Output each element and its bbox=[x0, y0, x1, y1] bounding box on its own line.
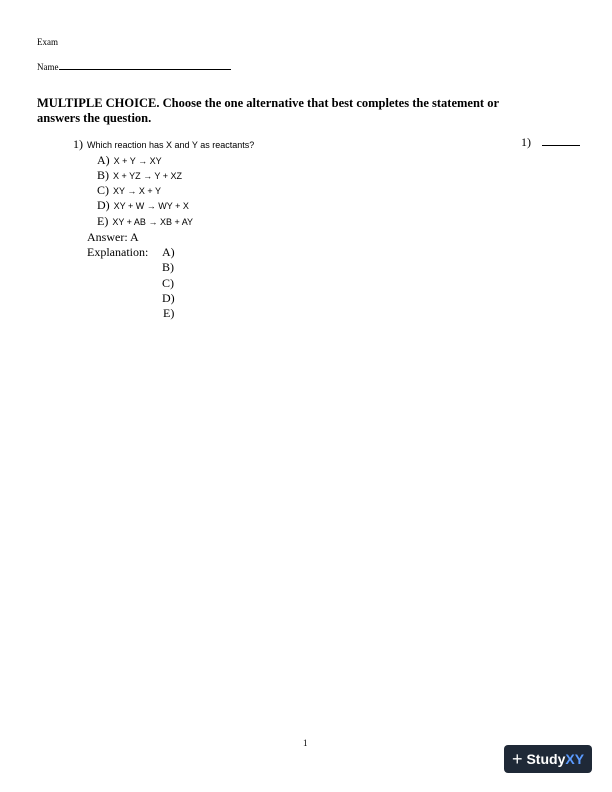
explanation-item: E) bbox=[163, 306, 175, 320]
explanation-item: C) bbox=[162, 276, 174, 290]
option-text: X + Y → XY bbox=[113, 156, 162, 166]
answer-value: A bbox=[130, 230, 139, 244]
option-letter: A) bbox=[97, 153, 110, 167]
option-text: XY + AB → XB + AY bbox=[112, 217, 194, 227]
explanation-item: A) bbox=[162, 245, 175, 259]
studyxy-badge[interactable] bbox=[504, 745, 592, 773]
option-letter: B) bbox=[97, 168, 109, 182]
explanation-item: B) bbox=[162, 260, 174, 274]
brand-main: Study bbox=[526, 751, 566, 767]
brand-accent: XY bbox=[565, 751, 585, 767]
brand-text bbox=[526, 751, 584, 767]
answer-blank-line[interactable] bbox=[542, 135, 580, 146]
option-text: X + YZ → Y + XZ bbox=[113, 171, 183, 181]
margin-answer-slot bbox=[521, 135, 580, 150]
answer-row bbox=[87, 230, 139, 245]
question-text: Which reaction has X and Y as reactants? bbox=[87, 140, 255, 150]
exam-label: Exam bbox=[37, 37, 58, 47]
option-text: XY + W → WY + X bbox=[113, 201, 189, 211]
answer-label: Answer: bbox=[87, 230, 128, 244]
option-letter: D) bbox=[97, 198, 110, 212]
question-number: 1) bbox=[73, 137, 83, 151]
option-letter: C) bbox=[97, 183, 109, 197]
explanation-label: Explanation: bbox=[87, 245, 149, 259]
name-label: Name bbox=[37, 62, 59, 72]
name-row bbox=[37, 61, 231, 72]
section-heading: MULTIPLE CHOICE. Choose the one alternative that best completes the statement or answers the question. bbox=[37, 96, 499, 125]
plus-icon: + bbox=[511, 749, 523, 769]
option-text: XY → X + Y bbox=[113, 186, 161, 196]
name-blank-line[interactable] bbox=[59, 61, 231, 70]
option-letter: E) bbox=[97, 214, 109, 228]
margin-question-number: 1) bbox=[521, 135, 531, 149]
explanation-item: D) bbox=[162, 291, 175, 305]
page-number: 1 bbox=[303, 738, 308, 748]
option-e[interactable] bbox=[97, 212, 193, 230]
